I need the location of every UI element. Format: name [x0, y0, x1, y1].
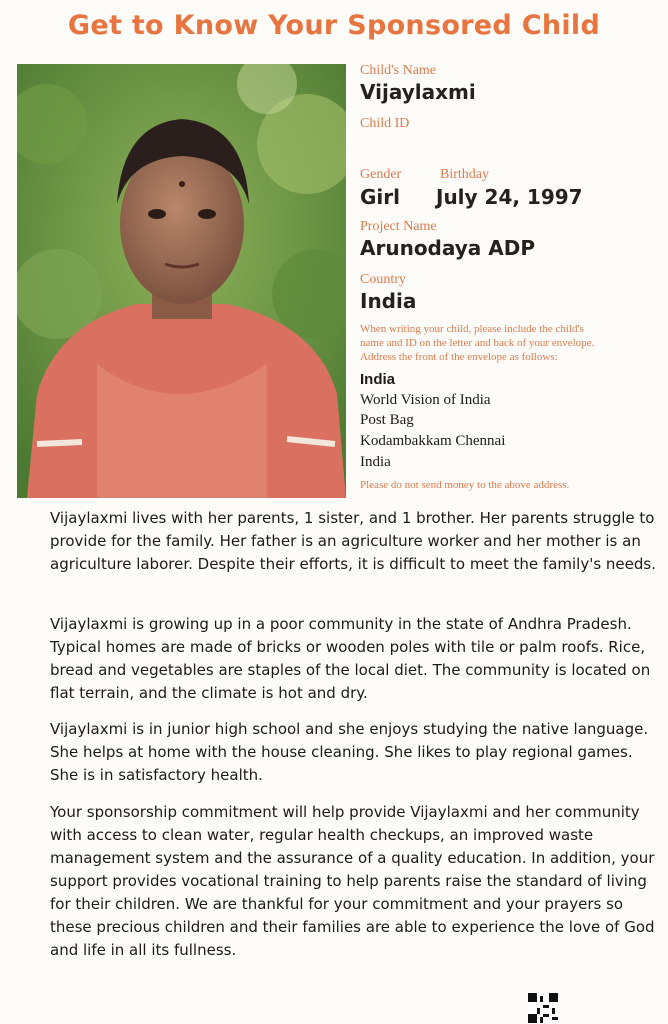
address-line: India — [360, 454, 391, 470]
qr-code — [528, 993, 558, 1023]
child-name-label: Child's Name — [360, 63, 437, 78]
school-paragraph: Vijaylaxmi is in junior high school and she enjoys studying the native language. She helps at home with the house cleaning. She likes to play regional games. She is in satisfactory health. — [50, 720, 649, 784]
birthday-value: July 24, 1997 — [436, 185, 583, 209]
address-line: India — [360, 371, 396, 388]
letter-instructions — [360, 322, 660, 364]
address-line: Kodambakkam Chennai — [360, 433, 506, 449]
project-value: Arunodaya ADP — [360, 236, 535, 260]
money-warning: Please do not send money to the above address. — [360, 479, 570, 491]
page-title: Get to Know Your Sponsored Child — [67, 10, 601, 41]
address-line: World Vision of India — [360, 392, 491, 408]
commitment-paragraph: Your sponsorship commitment will help provide Vijaylaxmi and her community with access to clean water, regular health checkups, an improved waste management system and the assurance of a quality education. In addition, your support provides vocational training to help parents raise the standard of living for their children. We are thankful for your commitment and your prayers so these precious children and their families are able to experience the love of God and life in all its fullness. — [50, 803, 655, 959]
country-label: Country — [360, 272, 406, 287]
instruction-line: name and ID on the letter and back of your envelope. — [360, 337, 595, 349]
address-line: Post Bag — [360, 412, 414, 428]
project-label: Project Name — [360, 219, 437, 234]
child-photo — [17, 64, 346, 498]
gender-label: Gender — [360, 167, 402, 182]
instruction-line: Address the front of the envelope as follows: — [360, 351, 558, 363]
instruction-line: When writing your child, please include the child's — [360, 323, 584, 335]
community-paragraph: Vijaylaxmi is growing up in a poor community in the state of Andhra Pradesh. Typical homes are made of bricks or wooden poles with tile or palm roofs. Rice, bread and vegetables are staples of the local diet. The community is located on flat terrain, and the climate is hot and dry. — [50, 615, 651, 702]
child-name: Vijaylaxmi — [360, 80, 476, 104]
gender-value: Girl — [360, 185, 400, 209]
country-value: India — [360, 289, 417, 313]
child-id-label: Child ID — [360, 116, 410, 131]
family-paragraph: Vijaylaxmi lives with her parents, 1 sister, and 1 brother. Her parents struggle to provide for the family. Her father is an agriculture worker and her mother is an agriculture laborer. Despite their efforts, it is difficult to meet the family's needs. — [50, 509, 656, 573]
birthday-label: Birthday — [440, 167, 489, 182]
